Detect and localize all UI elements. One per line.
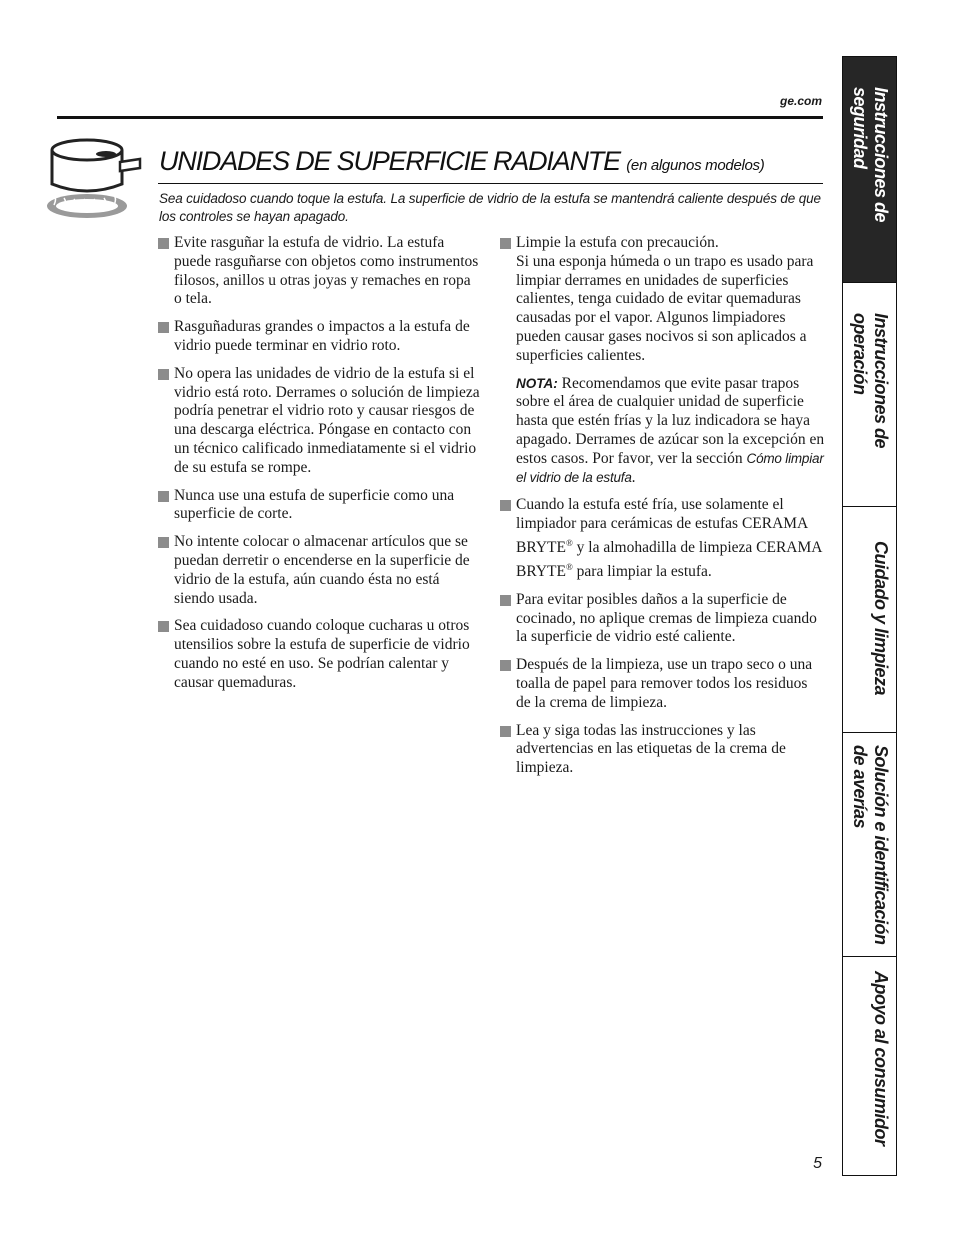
list-item (157, 617, 481, 692)
list-item (157, 487, 481, 525)
note-reference: Cómo limpiar el vidrio de la estufa (516, 450, 824, 485)
registered-mark: ® (565, 537, 573, 548)
tab-label: Cuidado y limpieza (871, 541, 891, 696)
note-text: Recomendamos que evite pasar trapos sobre el área de cualquier unidad de superficie hasta que estén frías y la luz indicadora se haya apagado. Derrames de azúcar son la excepción en estos casos. Por favor, ver la sección (516, 374, 825, 467)
item-text: y la almohadilla de limpieza CERAMA BRYTE (516, 539, 822, 581)
item-text: Después de la limpieza, use un trapo seco o una toalla de papel para remover todos los residuos de la crema de limpieza. (516, 656, 813, 711)
bullet-square-icon (500, 660, 511, 671)
list-item (499, 234, 825, 366)
list-item (499, 591, 825, 647)
bullet-square-icon (158, 491, 169, 502)
bullet-square-icon (158, 537, 169, 548)
bullet-square-icon (158, 238, 169, 249)
item-text: Si una esponja húmeda o un trapo es usado para limpiar derrames en unidades de superficies calientes, tenga cuidado de evitar quemaduras causadas por el vapor. Algunos limpiadores pueden causar gases nocivos si son aplicados a superficies calientes. (516, 252, 814, 364)
intro-text: Sea cuidadoso cuando toque la estufa. La superficie de vidrio de la estufa se mantendrá caliente después de que los controles se hayan apagado. (159, 191, 821, 224)
item-text: Rasguñaduras grandes o impactos a la estufa de vidrio puede terminar en vidrio roto. (174, 318, 470, 354)
tab-label: Solución e identificación de averías (850, 745, 891, 945)
item-text: para limpiar la estufa. (572, 563, 712, 581)
tab-label: Instrucciones de seguridad (850, 87, 891, 223)
title-rule (158, 183, 823, 184)
item-text: Sea cuidadoso cuando coloque cucharas u otros utensilios sobre la estufa de superficie de vidrio cuando no esté en uso. Se podrían calentar y causar quemaduras. (174, 617, 470, 691)
item-text: No intente colocar o almacenar artículos que se puedan derretir o encenderse en la superficie de vidrio de la estufa, aún cuando ésta no está siendo usada. (174, 533, 470, 607)
item-text: No opera las unidades de vidrio de la estufa si el vidrio está roto. Derrames o solución de limpieza podría penetrar el vidrio roto y causar riesgos de una descarga eléctrica. Póngase en contacto con un técnico calificado inmediatamente si el vidrio de su estufa se rompe. (174, 364, 480, 476)
list-item (157, 365, 481, 478)
note-paragraph (499, 375, 825, 488)
left-column (157, 234, 481, 702)
title-main: UNIDADES DE SUPERFICIE RADIANTE (159, 146, 620, 176)
title-subtitle: (en algunos modelos) (626, 157, 765, 174)
page-title (159, 146, 764, 177)
note-end: . (631, 468, 636, 486)
list-item (157, 318, 481, 356)
item-lead: Limpie la estufa con precaución. (516, 234, 719, 251)
tab-label: Apoyo al consumidor (871, 971, 891, 1146)
tab-troubleshooting[interactable] (843, 733, 896, 957)
note-label: NOTA: (516, 375, 558, 391)
bullet-square-icon (158, 369, 169, 380)
bullet-square-icon (500, 726, 511, 737)
registered-mark: ® (565, 561, 573, 572)
tab-consumer-support[interactable] (843, 957, 896, 1175)
item-text: Nunca use una estufa de superficie como una superficie de corte. (174, 486, 455, 523)
page-number: 5 (813, 1155, 822, 1172)
list-item (157, 234, 481, 309)
section-tabs (842, 56, 897, 1176)
list-item (499, 496, 825, 582)
item-text: Para evitar posibles daños a la superficie de cocinado, no aplique cremas de limpieza cuando la superficie de vidrio esté caliente. (516, 590, 817, 646)
list-item (499, 656, 825, 712)
bullet-square-icon (158, 621, 169, 632)
tab-care-cleaning[interactable] (843, 507, 896, 733)
right-column (499, 234, 825, 787)
list-item (157, 533, 481, 608)
pot-icon (44, 132, 144, 224)
tab-operating-instructions[interactable] (843, 283, 896, 507)
tab-label: Instrucciones de operación (850, 313, 891, 449)
tab-safety-instructions[interactable] (843, 57, 896, 283)
item-text: Lea y siga todas las instrucciones y las advertencias en las etiquetas de la crema de limpieza. (516, 721, 786, 777)
bullet-square-icon (500, 238, 511, 249)
bullet-square-icon (500, 595, 511, 606)
list-item (499, 722, 825, 778)
header-rule (57, 116, 823, 119)
bullet-square-icon (500, 500, 511, 511)
item-text: Cuando la estufa esté fría, use solamente el limpiador para cerámicas de estufas CERAMA BRYTE (516, 496, 808, 557)
item-text: Evite rasguñar la estufa de vidrio. La estufa puede rasguñarse con objetos como instrumentos filosos, anillos u otras joyas y remaches en ropa o tela. (174, 234, 479, 308)
site-url[interactable]: ge.com (779, 94, 822, 108)
bullet-square-icon (158, 322, 169, 333)
